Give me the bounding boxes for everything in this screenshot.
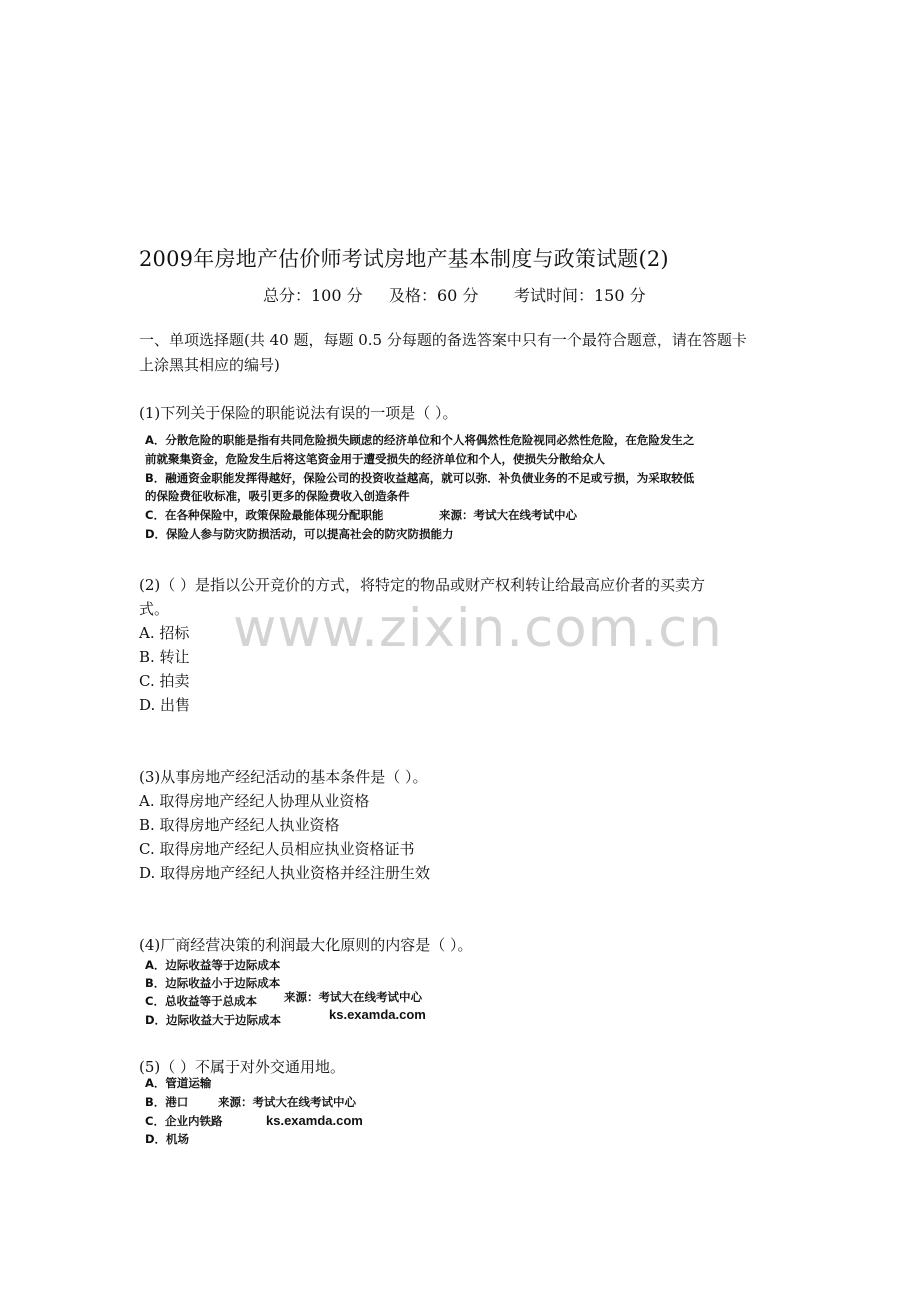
- question-3-option-d: D. 取得房地产经纪人执业资格并经注册生效: [139, 864, 431, 882]
- question-5-option-d: D．机场: [145, 1132, 190, 1146]
- question-1-line-5: C．在各种保险中，政策保险最能体现分配职能: [145, 508, 384, 522]
- exam-time: 考试时间：150 分: [514, 286, 646, 305]
- question-4-option-b: B．边际收益小于边际成本: [145, 976, 281, 990]
- question-2-option-d: D. 出售: [139, 696, 191, 714]
- total-score: 总分：100 分: [263, 286, 363, 305]
- question-2-option-b: B. 转让: [139, 648, 190, 666]
- question-4-option-d: D．边际收益大于边际成本: [145, 1013, 282, 1027]
- question-4-option-a: A．边际收益等于边际成本: [145, 958, 281, 972]
- question-1-line-2: 前就聚集资金，危险发生后将这笔资金用于遭受损失的经济单位和个人，使损失分散给众人: [145, 452, 605, 466]
- question-1-line-3: B．融通资金职能发挥得越好，保险公司的投资收益越高，就可以弥．补负债业务的不足或亏损，为采取较低: [145, 471, 695, 485]
- question-3-option-c: C. 取得房地产经纪人员相应执业资格证书: [139, 840, 415, 858]
- question-2-option-a: A. 招标: [139, 624, 190, 642]
- question-5-source: 来源：考试大在线考试中心: [218, 1095, 356, 1109]
- question-1-line-4: 的保险费征收标准，吸引更多的保险费收入创造条件: [145, 489, 410, 503]
- section-header-line-2: 上涂黑其相应的编号): [139, 356, 280, 374]
- question-4-url: ks.examda.com: [329, 1007, 426, 1022]
- question-5-option-b: B．港口: [145, 1095, 189, 1109]
- question-5-option-a: A．管道运输: [145, 1076, 212, 1090]
- question-1-line-6: D．保险人参与防灾防损活动，可以提高社会的防灾防损能力: [145, 527, 454, 541]
- question-2-stem-line-1: (2)（ ）是指以公开竞价的方式，将特定的物品或财产权利转让给最高应价者的买卖方: [139, 576, 706, 594]
- question-3-option-b: B. 取得房地产经纪人执业资格: [139, 816, 340, 834]
- question-5-option-c: C．企业内铁路: [145, 1114, 223, 1128]
- question-3-stem: (3)从事房地产经纪活动的基本条件是（ ）。: [139, 768, 428, 786]
- question-5-url: ks.examda.com: [266, 1113, 363, 1128]
- question-2-option-c: C. 拍卖: [139, 672, 190, 690]
- section-header-line-1: 一、单项选择题(共 40 题，每题 0.5 分每题的备选答案中只有一个最符合题意，请在答题卡: [139, 331, 747, 349]
- page-title: 2009年房地产估价师考试房地产基本制度与政策试题(2): [139, 247, 669, 271]
- question-5-stem: (5)（ ）不属于对外交通用地。: [139, 1058, 346, 1076]
- question-3-option-a: A. 取得房地产经纪人协理从业资格: [139, 792, 370, 810]
- question-4-source: 来源：考试大在线考试中心: [284, 990, 422, 1004]
- pass-score: 及格：60 分: [389, 286, 479, 305]
- watermark: www.zixin.com.cn: [233, 598, 723, 659]
- question-4-option-c: C．总收益等于总成本: [145, 994, 257, 1008]
- question-1-source: 来源：考试大在线考试中心: [439, 508, 577, 522]
- question-1-stem: (1)下列关于保险的职能说法有误的一项是（ ）。: [139, 404, 458, 422]
- question-4-stem: (4)厂商经营决策的利润最大化原则的内容是（ ）。: [139, 936, 473, 954]
- question-2-stem-line-2: 式。: [139, 600, 170, 618]
- question-1-line-1: A．分散危险的职能是指有共同危险损失顾虑的经济单位和个人将偶然性危险视同必然性危险，在危险发生之: [145, 433, 695, 447]
